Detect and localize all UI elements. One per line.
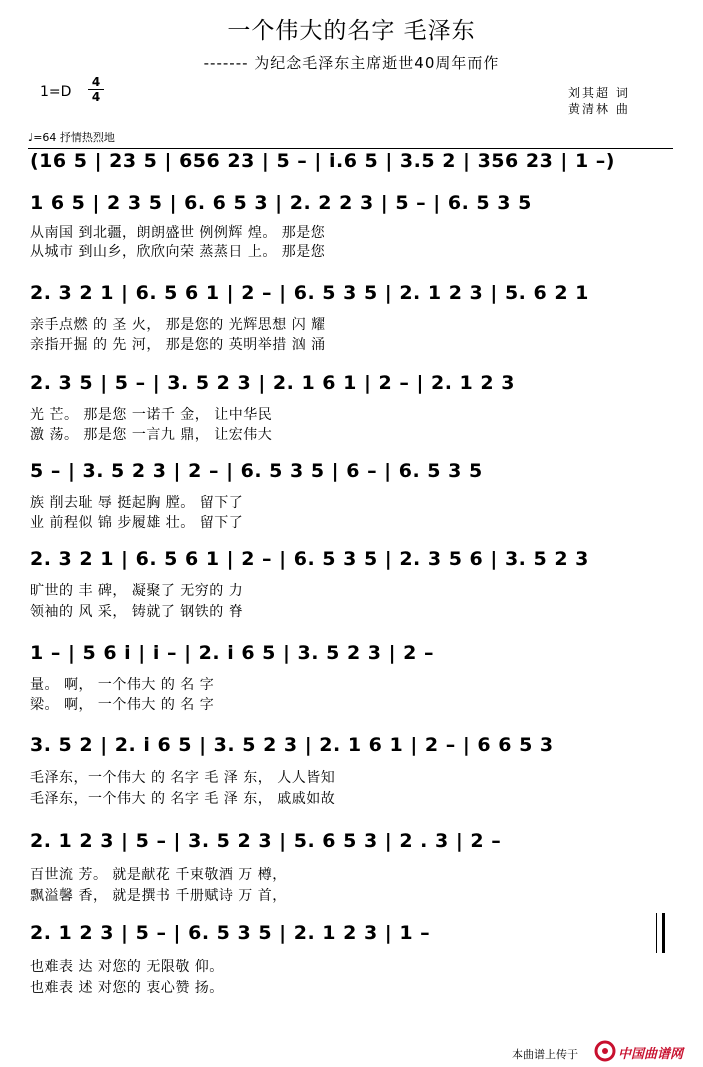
lyrics-verse2-line-3: 亲指开掘 的 先 河， 那是您的 英明举措 汹 涌: [30, 337, 326, 353]
lyrics-verse1-line-7: 量。 啊， 一个伟大 的 名 字: [30, 677, 215, 693]
site-logo-link[interactable]: 中国曲谱网: [618, 1047, 684, 1062]
lyrics-verse2-line-9: 飘溢馨 香， 就是撰书 千册赋诗 万 首，: [30, 888, 287, 904]
notation-line-5: 5 – | 3. 5 2 3 | 2 – | 6. 5 3 5 | 6 – | 6. 5 3 5: [30, 460, 483, 482]
notation-line-1: (16 5 | 23 5 | 656 23 | 5 – | i.6 5 | 3.5 2 | 356 23 | 1 –): [30, 150, 615, 172]
key-signature: 1=D: [40, 84, 72, 100]
final-barline: [656, 913, 665, 953]
staff-guide: [28, 148, 673, 149]
site-logo-icon: [594, 1040, 616, 1062]
time-signature-top: 4: [91, 75, 101, 89]
lyrics-verse1-line-9: 百世流 芳。 就是献花 千束敬酒 万 樽，: [30, 867, 287, 883]
upload-note: 本曲谱上传于: [512, 1048, 578, 1061]
notation-line-7: 1 – | 5 6 i | i – | 2. i 6 5 | 3. 5 2 3 | 2 –: [30, 642, 435, 664]
lyrics-verse1-line-6: 旷世的 丰 碑， 凝聚了 无穷的 力: [30, 583, 244, 599]
composer-credit: 黄清林 曲: [568, 102, 630, 116]
lyrics-verse2-line-6: 领袖的 风 采， 铸就了 钢铁的 脊: [30, 604, 244, 620]
lyrics-verse2-line-10: 也难表 述 对您的 衷心赞 扬。: [30, 980, 224, 996]
notation-line-8: 3. 5 2 | 2. i 6 5 | 3. 5 2 3 | 2. 1 6 1 | 2 – | 6 6 5 3: [30, 734, 554, 756]
notation-line-3: 2. 3 2 1 | 6. 5 6 1 | 2 – | 6. 5 3 5 | 2. 1 2 3 | 5. 6 2 1: [30, 282, 589, 304]
lyricist-credit: 刘其超 词: [568, 86, 630, 100]
lyrics-verse1-line-8: 毛泽东，一个伟大 的 名字 毛 泽 东， 人人皆知: [30, 770, 336, 786]
lyrics-verse2-line-2: 从城市 到山乡，欣欣向荣 蒸蒸日 上。 那是您: [30, 244, 326, 260]
song-title: 一个伟大的名字 毛泽东: [227, 18, 476, 44]
lyrics-verse1-line-5: 族 削去耻 辱 挺起胸 膛。 留下了: [30, 495, 244, 511]
time-signature: [88, 76, 104, 103]
song-subtitle: ------- 为纪念毛泽东主席逝世40周年而作: [203, 54, 500, 72]
tempo-marking: ♩=64 抒情热烈地: [28, 131, 115, 144]
lyrics-verse2-line-7: 梁。 啊， 一个伟大 的 名 字: [30, 697, 215, 713]
notation-line-9: 2. 1 2 3 | 5 – | 3. 5 2 3 | 5. 6 5 3 | 2 . 3 | 2 –: [30, 830, 502, 852]
lyrics-verse1-line-10: 也难表 达 对您的 无限敬 仰。: [30, 959, 224, 975]
notation-line-6: 2. 3 2 1 | 6. 5 6 1 | 2 – | 6. 5 3 5 | 2. 3 5 6 | 3. 5 2 3: [30, 548, 589, 570]
lyrics-verse1-line-4: 光 芒。 那是您 一诺千 金， 让中华民: [30, 407, 273, 423]
notation-line-4: 2. 3 5 | 5 – | 3. 5 2 3 | 2. 1 6 1 | 2 – | 2. 1 2 3: [30, 372, 515, 394]
lyrics-verse2-line-5: 业 前程似 锦 步履雄 壮。 留下了: [30, 515, 244, 531]
time-signature-bottom: 4: [91, 90, 101, 104]
notation-line-2: 1 6 5 | 2 3 5 | 6. 6 5 3 | 2. 2 2 3 | 5 – | 6. 5 3 5: [30, 192, 532, 214]
notation-line-10: 2. 1 2 3 | 5 – | 6. 5 3 5 | 2. 1 2 3 | 1 –: [30, 922, 431, 944]
lyrics-verse2-line-4: 激 荡。 那是您 一言九 鼎， 让宏伟大: [30, 427, 273, 443]
lyrics-verse1-line-3: 亲手点燃 的 圣 火， 那是您的 光辉思想 闪 耀: [30, 317, 326, 333]
lyrics-verse1-line-2: 从南国 到北疆，朗朗盛世 例例辉 煌。 那是您: [30, 225, 326, 241]
lyrics-verse2-line-8: 毛泽东，一个伟大 的 名字 毛 泽 东， 戚戚如故: [30, 791, 336, 807]
